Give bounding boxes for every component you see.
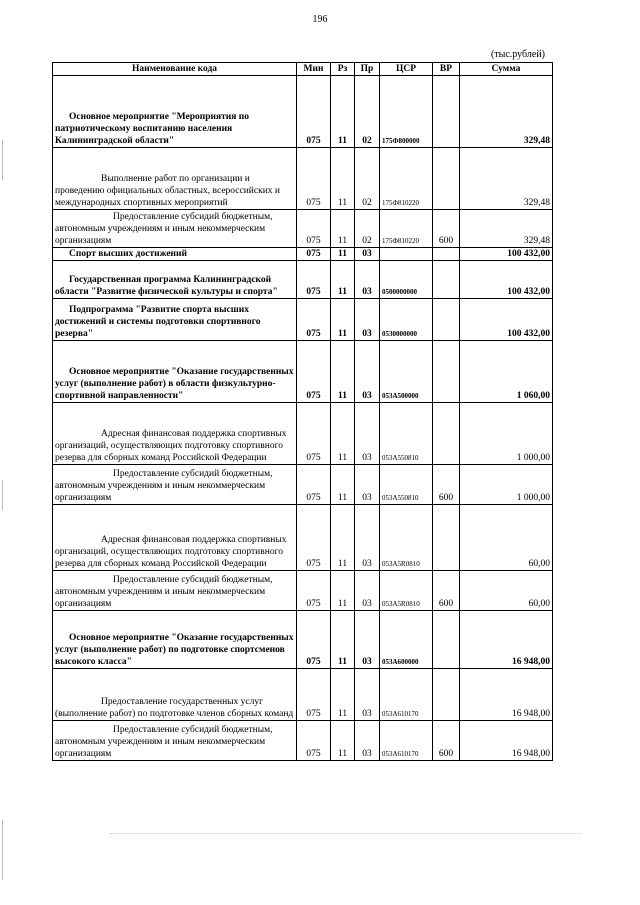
row-vr — [433, 148, 460, 210]
row-pr: 03 — [355, 669, 380, 721]
row-name: Подпрограмма "Развитие спорта высших достижений и системы подготовки спортивного резерва" — [53, 299, 297, 341]
row-rz: 11 — [331, 465, 355, 505]
page-number: 196 — [312, 14, 328, 25]
row-vr — [433, 403, 460, 465]
row-name: Адресная финансовая поддержка спортивных организаций, осуществляющих подготовку спортивного резерва для сборных команд Российской Федерации — [53, 505, 297, 571]
row-rz: 11 — [331, 611, 355, 669]
row-rz: 11 — [331, 505, 355, 571]
row-sum: 60,00 — [460, 505, 553, 571]
row-csr: 053А5R0810 — [380, 505, 433, 571]
scan-edge-mark — [2, 480, 3, 510]
row-sum: 1 000,00 — [460, 465, 553, 505]
row-sum: 1 060,00 — [460, 341, 553, 403]
row-sum: 60,00 — [460, 571, 553, 611]
row-sum: 100 432,00 — [460, 261, 553, 299]
row-pr: 02 — [355, 210, 380, 248]
row-csr: 175Ф800000 — [380, 76, 433, 148]
row-csr: 175Ф810220 — [380, 210, 433, 248]
row-vr — [433, 248, 460, 261]
row-csr: 053А610170 — [380, 721, 433, 761]
table-row — [53, 148, 553, 210]
table-row — [53, 76, 553, 148]
row-name: Основное мероприятие "Оказание государственных услуг (выполнение работ) в области физкультурно-спортивной направленности" — [53, 341, 297, 403]
row-pr: 03 — [355, 341, 380, 403]
row-sum: 329,48 — [460, 210, 553, 248]
row-min: 075 — [297, 611, 331, 669]
row-pr: 03 — [355, 505, 380, 571]
row-sum: 16 948,00 — [460, 669, 553, 721]
row-csr: 053А550810 — [380, 465, 433, 505]
row-vr — [433, 261, 460, 299]
row-csr: 053А610170 — [380, 669, 433, 721]
row-rz: 11 — [331, 261, 355, 299]
row-min: 075 — [297, 76, 331, 148]
row-vr — [433, 341, 460, 403]
row-csr: 053А550810 — [380, 403, 433, 465]
row-min: 075 — [297, 571, 331, 611]
table-row — [53, 341, 553, 403]
row-name: Основное мероприятие "Мероприятия по патриотическому воспитанию населения Калининградской области" — [53, 76, 297, 148]
row-rz: 11 — [331, 299, 355, 341]
row-pr: 03 — [355, 465, 380, 505]
row-name: Предоставление субсидий бюджетным, автономным учреждениям и иным некоммерческим организациям — [53, 721, 297, 761]
table-row — [53, 571, 553, 611]
row-vr: 600 — [433, 210, 460, 248]
row-sum: 100 432,00 — [460, 299, 553, 341]
row-pr: 03 — [355, 248, 380, 261]
row-name: Государственная программа Калининградской области "Развитие физической культуры и спорта" — [53, 261, 297, 299]
row-pr: 03 — [355, 611, 380, 669]
row-min: 075 — [297, 148, 331, 210]
table-row — [53, 505, 553, 571]
row-vr: 600 — [433, 465, 460, 505]
row-vr — [433, 76, 460, 148]
row-sum: 16 948,00 — [460, 611, 553, 669]
row-rz: 11 — [331, 403, 355, 465]
header-sum: Сумма — [460, 63, 553, 76]
row-csr: 053А5R0810 — [380, 571, 433, 611]
row-csr: 0500000000 — [380, 261, 433, 299]
row-pr: 02 — [355, 76, 380, 148]
row-name: Предоставление субсидий бюджетным, автономным учреждениям и иным некоммерческим организациям — [53, 465, 297, 505]
row-sum: 16 948,00 — [460, 721, 553, 761]
row-rz: 11 — [331, 341, 355, 403]
row-vr: 600 — [433, 571, 460, 611]
row-min: 075 — [297, 299, 331, 341]
table-header-row — [53, 63, 553, 76]
scan-edge-mark — [2, 820, 3, 880]
row-csr: 053А600000 — [380, 611, 433, 669]
scan-artifact-line — [110, 833, 580, 834]
row-rz: 11 — [331, 210, 355, 248]
row-sum: 1 000,00 — [460, 403, 553, 465]
row-pr: 03 — [355, 299, 380, 341]
row-pr: 03 — [355, 261, 380, 299]
row-name: Адресная финансовая поддержка спортивных организаций, осуществляющих подготовку спортивного резерва для сборных команд Российской Федерации — [53, 403, 297, 465]
table-row — [53, 721, 553, 761]
row-name: Предоставление субсидий бюджетным, автономным учреждениям и иным некоммерческим организациям — [53, 571, 297, 611]
header-vr: ВР — [433, 63, 460, 76]
row-name: Предоставление государственных услуг (выполнение работ) по подготовке членов сборных команд — [53, 669, 297, 721]
header-pr: Пр — [355, 63, 380, 76]
row-min: 075 — [297, 669, 331, 721]
row-vr: 600 — [433, 721, 460, 761]
row-min: 075 — [297, 210, 331, 248]
row-min: 075 — [297, 403, 331, 465]
row-csr: 175Ф810220 — [380, 148, 433, 210]
row-pr: 02 — [355, 148, 380, 210]
table-row — [53, 669, 553, 721]
row-pr: 03 — [355, 403, 380, 465]
row-rz: 11 — [331, 248, 355, 261]
row-min: 075 — [297, 465, 331, 505]
row-sum: 329,48 — [460, 148, 553, 210]
header-name: Наименование кода — [53, 63, 297, 76]
row-name: Предоставление субсидий бюджетным, автономным учреждениям и иным некоммерческим организациям — [53, 210, 297, 248]
header-rz: Рз — [331, 63, 355, 76]
row-csr: 0530000000 — [380, 299, 433, 341]
row-rz: 11 — [331, 76, 355, 148]
row-min: 075 — [297, 248, 331, 261]
table-row — [53, 465, 553, 505]
row-sum: 100 432,00 — [460, 248, 553, 261]
row-sum: 329,48 — [460, 76, 553, 148]
row-rz: 11 — [331, 148, 355, 210]
row-name: Спорт высших достижений — [53, 248, 297, 261]
row-min: 075 — [297, 721, 331, 761]
table-row — [53, 210, 553, 248]
row-vr — [433, 505, 460, 571]
table-row — [53, 403, 553, 465]
table-row — [53, 299, 553, 341]
row-vr — [433, 669, 460, 721]
row-name: Выполнение работ по организации и проведению официальных областных, всероссийских и международных спортивных мероприятий — [53, 148, 297, 210]
table-row — [53, 611, 553, 669]
row-pr: 03 — [355, 721, 380, 761]
row-pr: 03 — [355, 571, 380, 611]
row-vr — [433, 299, 460, 341]
budget-table — [52, 62, 553, 761]
row-csr — [380, 248, 433, 261]
header-csr: ЦСР — [380, 63, 433, 76]
row-min: 075 — [297, 505, 331, 571]
row-rz: 11 — [331, 669, 355, 721]
table-row — [53, 261, 553, 299]
row-min: 075 — [297, 341, 331, 403]
units-label: (тыс.рублей) — [490, 49, 545, 60]
row-rz: 11 — [331, 721, 355, 761]
row-min: 075 — [297, 261, 331, 299]
row-csr: 053А500000 — [380, 341, 433, 403]
row-name: Основное мероприятие "Оказание государственных услуг (выполнение работ) по подготовке спортсменов высокого класса" — [53, 611, 297, 669]
table-row — [53, 248, 553, 261]
row-vr — [433, 611, 460, 669]
row-rz: 11 — [331, 571, 355, 611]
header-min: Мин — [297, 63, 331, 76]
scan-edge-mark — [2, 140, 3, 180]
